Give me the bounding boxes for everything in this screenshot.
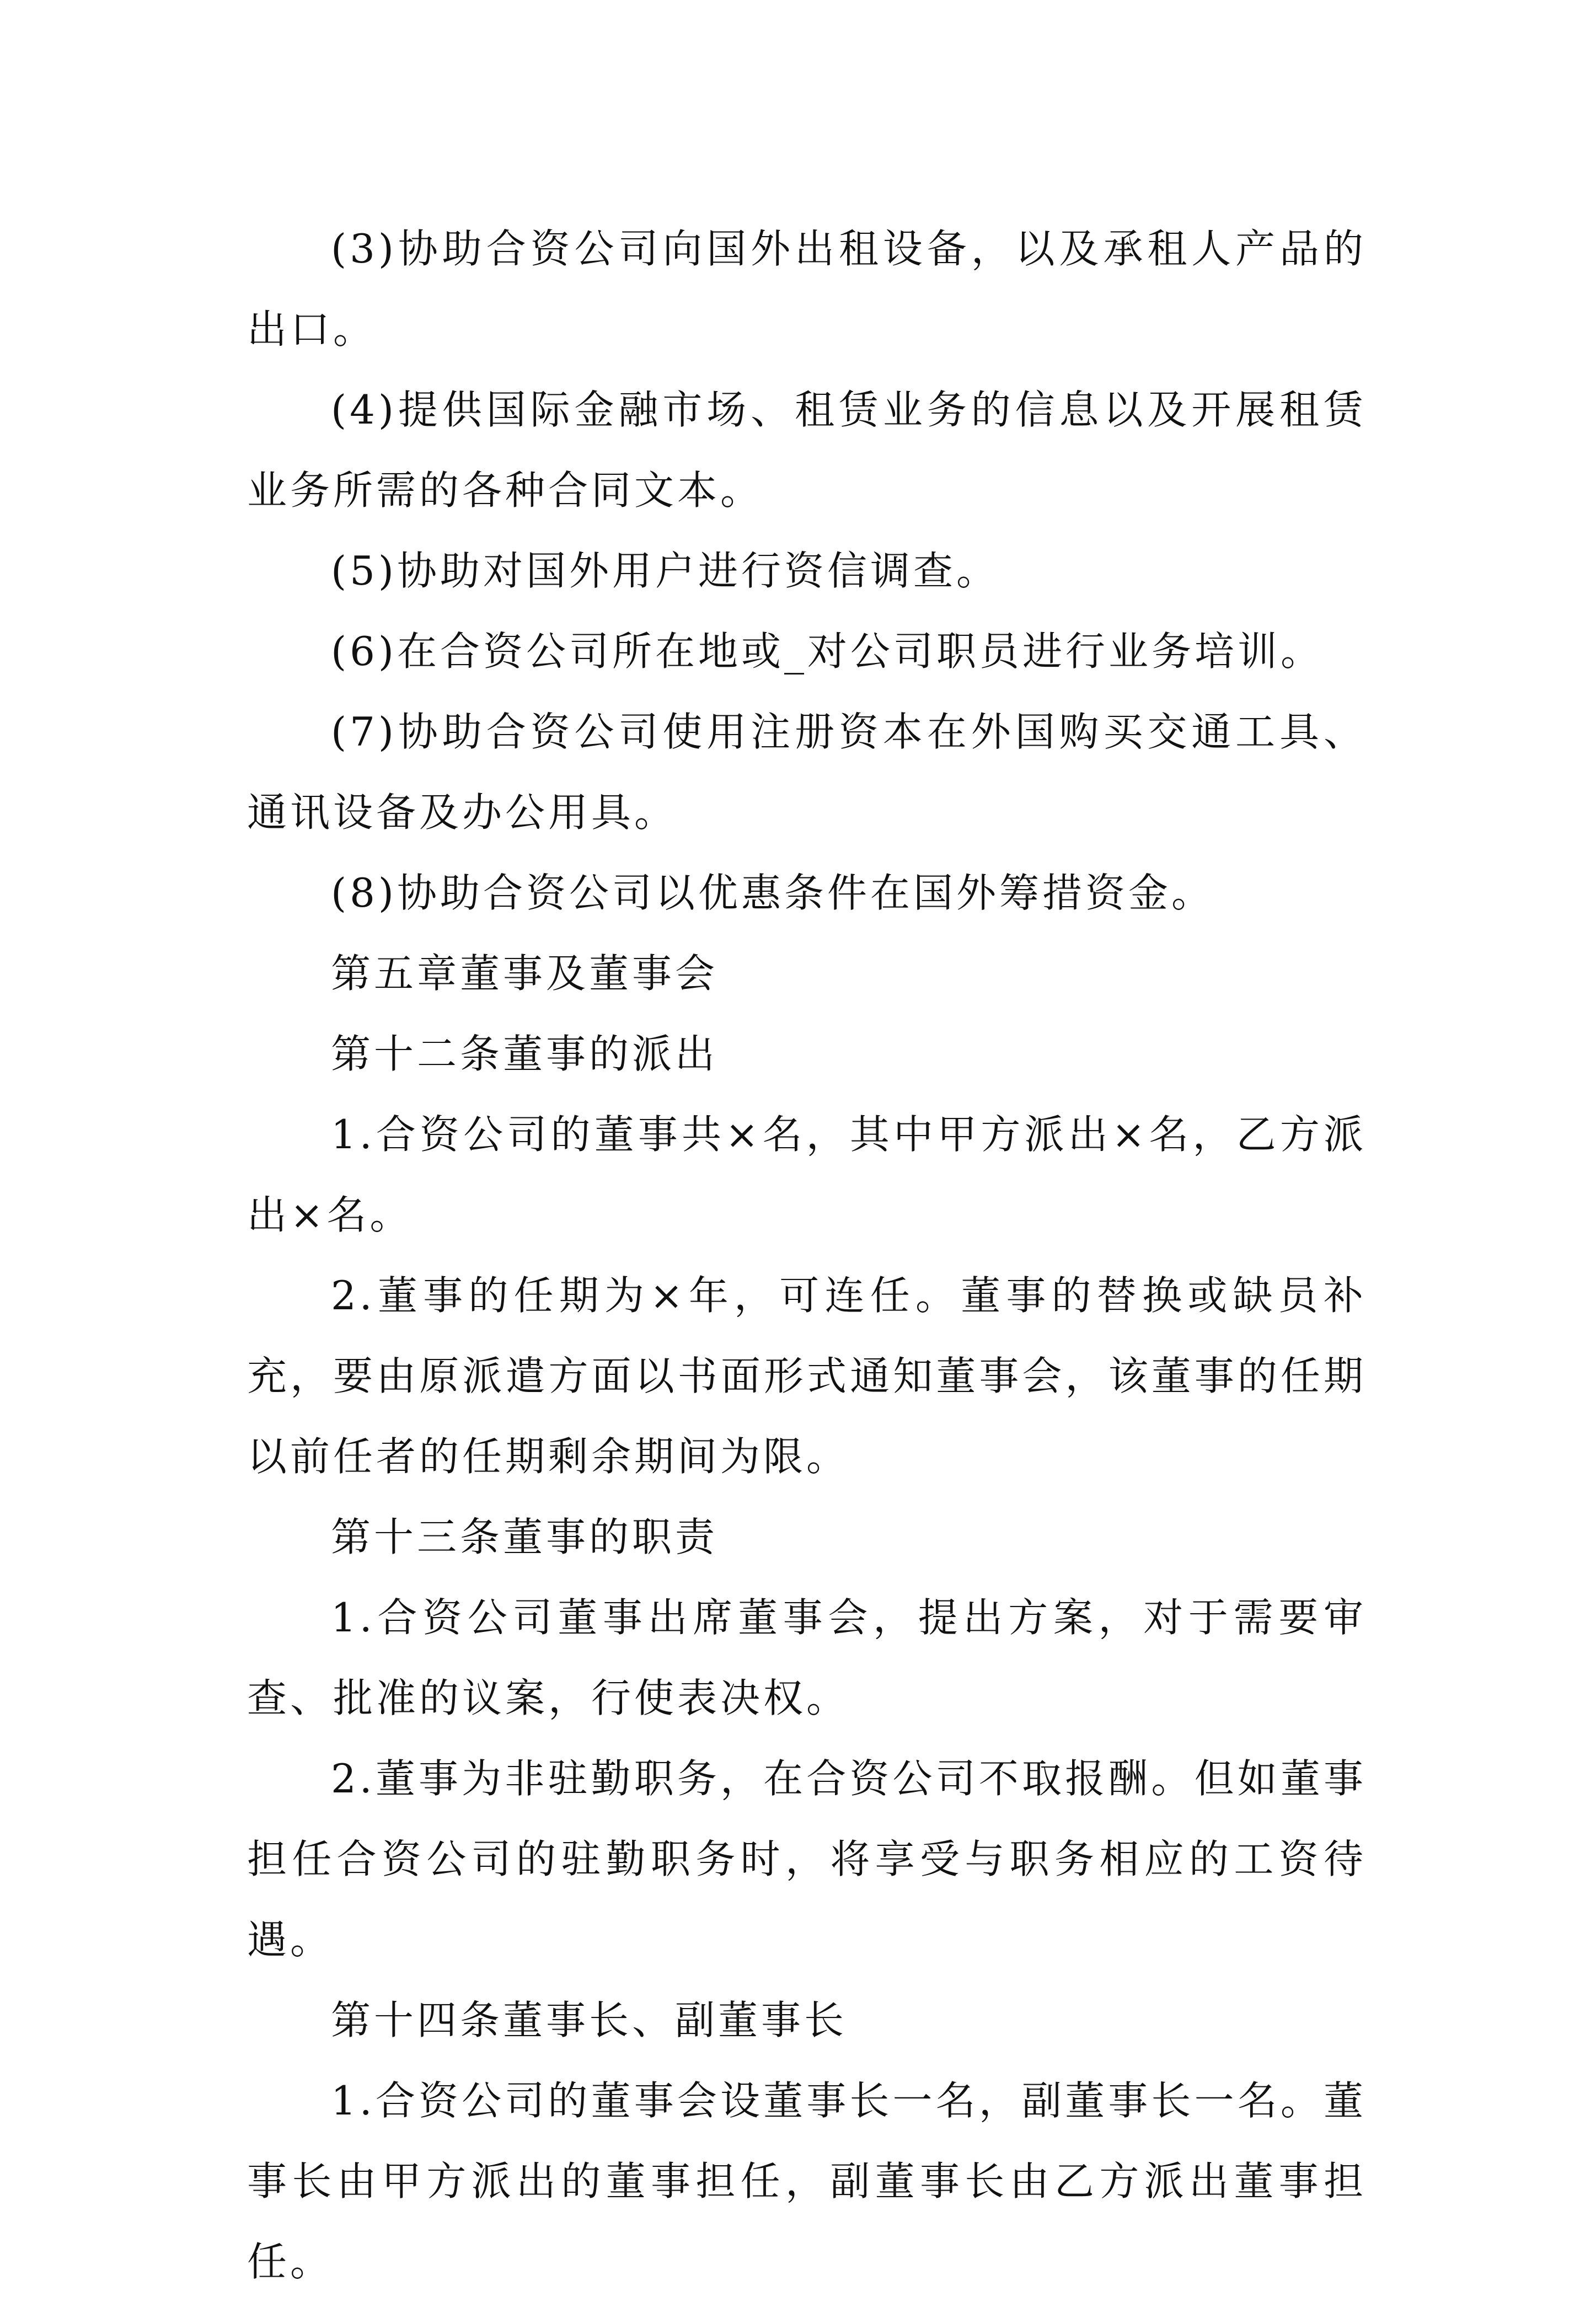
clause-item-6: (6)在合资公司所在地或_对公司职员进行业务培训。 xyxy=(331,628,1324,674)
clause-item-3: (3)协助合资公司向国外出租设备，以及承租人产品的出口。 xyxy=(247,226,1367,352)
article-12-item-2: 2.董事的任期为×年，可连任。董事的替换或缺员补充，要由原派遣方面以书面形式通知董事会，该董事的任期以前任者的任期剩余期间为限。 xyxy=(247,1272,1367,1480)
clause-item-8: (8)协助合资公司以优惠条件在国外筹措资金。 xyxy=(331,870,1214,916)
article-14-item-1: 1.合资公司的董事会设董事长一名，副董事长一名。董事长由甲方派出的董事担任，副董事长由乙方派出董事担任。 xyxy=(247,2078,1367,2285)
article-13-item-1: 1.合资公司董事出席董事会，提出方案，对于需要审查、批准的议案，行使表决权。 xyxy=(247,1594,1367,1721)
article-heading-12: 第十二条董事的派出 xyxy=(331,1031,719,1077)
clause-item-7: (7)协助合资公司使用注册资本在外国购买交通工具、通讯设备及办公用具。 xyxy=(247,709,1367,836)
article-heading-13: 第十三条董事的职责 xyxy=(331,1514,719,1560)
clause-item-4: (4)提供国际金融市场、租赁业务的信息以及开展租赁业务所需的各种合同文本。 xyxy=(247,387,1367,513)
article-13-item-2: 2.董事为非驻勤职务，在合资公司不取报酬。但如董事担任合资公司的驻勤职务时，将享受与职务相应的工资待遇。 xyxy=(247,1755,1367,1963)
document-body xyxy=(247,208,1367,2302)
article-heading-14: 第十四条董事长、副董事长 xyxy=(331,1997,848,2043)
clause-item-5: (5)协助对国外用户进行资信调查。 xyxy=(331,548,999,594)
article-12-item-1: 1.合资公司的董事共×名，其中甲方派出×名，乙方派出×名。 xyxy=(247,1111,1367,1238)
chapter-heading: 第五章董事及董事会 xyxy=(331,950,719,997)
